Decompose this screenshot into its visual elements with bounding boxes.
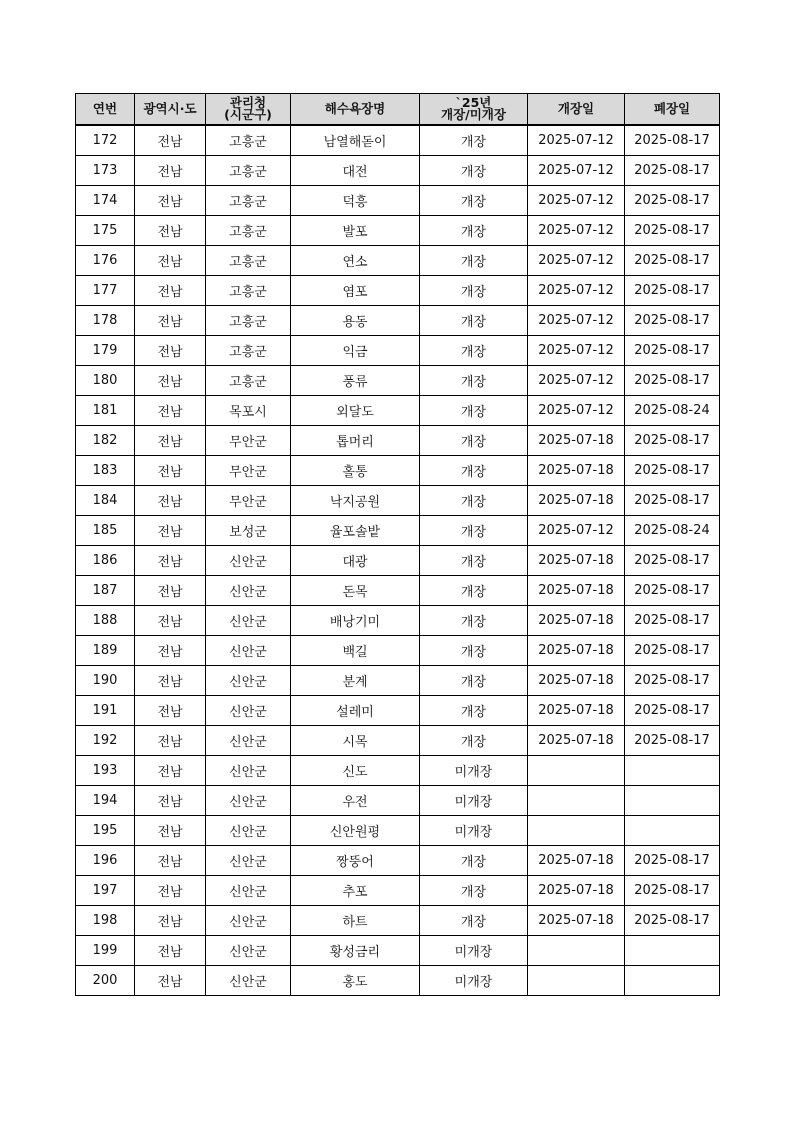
cell-open-date: 2025-07-12 <box>528 336 625 366</box>
cell-status: 개장 <box>420 246 528 276</box>
cell-no: 199 <box>76 936 135 966</box>
cell-beach-name: 분계 <box>291 666 420 696</box>
cell-no: 196 <box>76 846 135 876</box>
cell-status: 개장 <box>420 516 528 546</box>
cell-province: 전남 <box>135 666 206 696</box>
table-row <box>76 636 720 666</box>
cell-beach-name: 염포 <box>291 276 420 306</box>
cell-province: 전남 <box>135 276 206 306</box>
cell-no: 193 <box>76 756 135 786</box>
cell-province: 전남 <box>135 246 206 276</box>
cell-no: 198 <box>76 906 135 936</box>
cell-authority: 무안군 <box>206 426 291 456</box>
cell-open-date: 2025-07-18 <box>528 636 625 666</box>
table-row <box>76 336 720 366</box>
cell-no: 190 <box>76 666 135 696</box>
cell-no: 175 <box>76 216 135 246</box>
cell-status: 개장 <box>420 846 528 876</box>
cell-status: 개장 <box>420 696 528 726</box>
table-row <box>76 966 720 996</box>
cell-authority: 보성군 <box>206 516 291 546</box>
cell-close-date <box>625 786 720 816</box>
cell-open-date: 2025-07-12 <box>528 396 625 426</box>
cell-authority: 고흥군 <box>206 276 291 306</box>
cell-no: 189 <box>76 636 135 666</box>
cell-open-date: 2025-07-18 <box>528 576 625 606</box>
header-no: 연번 <box>76 94 135 126</box>
header-status-line2: 개장/미개장 <box>441 107 506 122</box>
cell-province: 전남 <box>135 456 206 486</box>
cell-province: 전남 <box>135 576 206 606</box>
table-row <box>76 876 720 906</box>
cell-close-date: 2025-08-17 <box>625 186 720 216</box>
table-header <box>76 94 720 126</box>
cell-status: 개장 <box>420 396 528 426</box>
table-row <box>76 606 720 636</box>
cell-close-date: 2025-08-17 <box>625 666 720 696</box>
cell-open-date: 2025-07-18 <box>528 426 625 456</box>
cell-status: 개장 <box>420 726 528 756</box>
cell-no: 176 <box>76 246 135 276</box>
header-status <box>420 94 528 126</box>
cell-beach-name: 대전 <box>291 156 420 186</box>
cell-beach-name: 홀통 <box>291 456 420 486</box>
cell-authority: 고흥군 <box>206 336 291 366</box>
header-province: 광역시·도 <box>135 94 206 126</box>
cell-close-date: 2025-08-17 <box>625 336 720 366</box>
cell-no: 173 <box>76 156 135 186</box>
header-authority-line1: 관리청 <box>229 95 267 110</box>
cell-beach-name: 율포솔밭 <box>291 516 420 546</box>
table-row <box>76 726 720 756</box>
cell-close-date: 2025-08-17 <box>625 696 720 726</box>
cell-authority: 신안군 <box>206 666 291 696</box>
cell-authority: 신안군 <box>206 696 291 726</box>
cell-province: 전남 <box>135 966 206 996</box>
cell-status: 개장 <box>420 636 528 666</box>
cell-beach-name: 용동 <box>291 306 420 336</box>
cell-status: 미개장 <box>420 816 528 846</box>
cell-authority: 목포시 <box>206 396 291 426</box>
table-row <box>76 816 720 846</box>
cell-authority: 고흥군 <box>206 125 291 156</box>
table-row <box>76 546 720 576</box>
cell-beach-name: 배낭기미 <box>291 606 420 636</box>
cell-close-date: 2025-08-17 <box>625 576 720 606</box>
cell-no: 187 <box>76 576 135 606</box>
cell-beach-name: 발포 <box>291 216 420 246</box>
cell-close-date <box>625 936 720 966</box>
cell-close-date: 2025-08-24 <box>625 396 720 426</box>
cell-close-date: 2025-08-17 <box>625 546 720 576</box>
cell-province: 전남 <box>135 336 206 366</box>
cell-no: 200 <box>76 966 135 996</box>
cell-no: 178 <box>76 306 135 336</box>
table-row <box>76 216 720 246</box>
cell-authority: 고흥군 <box>206 156 291 186</box>
cell-province: 전남 <box>135 876 206 906</box>
cell-status: 개장 <box>420 666 528 696</box>
cell-province: 전남 <box>135 726 206 756</box>
cell-province: 전남 <box>135 636 206 666</box>
cell-beach-name: 톱머리 <box>291 426 420 456</box>
cell-province: 전남 <box>135 756 206 786</box>
cell-open-date: 2025-07-18 <box>528 846 625 876</box>
cell-status: 개장 <box>420 876 528 906</box>
header-status-line1: `25년 <box>455 95 492 110</box>
cell-close-date: 2025-08-17 <box>625 246 720 276</box>
cell-authority: 신안군 <box>206 576 291 606</box>
cell-no: 197 <box>76 876 135 906</box>
cell-status: 개장 <box>420 336 528 366</box>
cell-beach-name: 익금 <box>291 336 420 366</box>
cell-authority: 고흥군 <box>206 366 291 396</box>
cell-authority: 신안군 <box>206 816 291 846</box>
cell-open-date: 2025-07-12 <box>528 366 625 396</box>
cell-no: 184 <box>76 486 135 516</box>
header-close-date: 폐장일 <box>625 94 720 126</box>
cell-no: 180 <box>76 366 135 396</box>
cell-open-date <box>528 756 625 786</box>
cell-authority: 고흥군 <box>206 246 291 276</box>
cell-close-date: 2025-08-17 <box>625 426 720 456</box>
cell-open-date <box>528 816 625 846</box>
cell-province: 전남 <box>135 156 206 186</box>
cell-authority: 신안군 <box>206 846 291 876</box>
cell-no: 194 <box>76 786 135 816</box>
cell-close-date: 2025-08-17 <box>625 366 720 396</box>
cell-status: 개장 <box>420 306 528 336</box>
cell-province: 전남 <box>135 426 206 456</box>
cell-no: 185 <box>76 516 135 546</box>
cell-status: 개장 <box>420 426 528 456</box>
table-body <box>76 125 720 996</box>
cell-open-date: 2025-07-18 <box>528 906 625 936</box>
beach-schedule-table <box>75 93 720 996</box>
table-row <box>76 306 720 336</box>
cell-beach-name: 풍류 <box>291 366 420 396</box>
cell-open-date: 2025-07-18 <box>528 486 625 516</box>
cell-province: 전남 <box>135 396 206 426</box>
cell-authority: 신안군 <box>206 876 291 906</box>
cell-open-date: 2025-07-18 <box>528 546 625 576</box>
table-row <box>76 396 720 426</box>
table-row <box>76 246 720 276</box>
table-row <box>76 786 720 816</box>
cell-open-date: 2025-07-18 <box>528 726 625 756</box>
cell-beach-name: 우전 <box>291 786 420 816</box>
table-row <box>76 756 720 786</box>
cell-beach-name: 돈목 <box>291 576 420 606</box>
cell-close-date: 2025-08-17 <box>625 636 720 666</box>
cell-status: 개장 <box>420 216 528 246</box>
cell-close-date: 2025-08-17 <box>625 306 720 336</box>
cell-close-date: 2025-08-17 <box>625 156 720 186</box>
cell-open-date: 2025-07-12 <box>528 276 625 306</box>
cell-close-date: 2025-08-17 <box>625 906 720 936</box>
cell-beach-name: 하트 <box>291 906 420 936</box>
cell-beach-name: 대광 <box>291 546 420 576</box>
cell-no: 192 <box>76 726 135 756</box>
cell-no: 182 <box>76 426 135 456</box>
cell-status: 개장 <box>420 546 528 576</box>
cell-open-date: 2025-07-18 <box>528 456 625 486</box>
cell-status: 개장 <box>420 906 528 936</box>
cell-open-date <box>528 936 625 966</box>
table-row <box>76 516 720 546</box>
cell-no: 179 <box>76 336 135 366</box>
cell-beach-name: 홍도 <box>291 966 420 996</box>
cell-close-date: 2025-08-17 <box>625 606 720 636</box>
cell-no: 186 <box>76 546 135 576</box>
cell-beach-name: 백길 <box>291 636 420 666</box>
cell-beach-name: 덕흥 <box>291 186 420 216</box>
cell-province: 전남 <box>135 546 206 576</box>
cell-authority: 신안군 <box>206 726 291 756</box>
cell-open-date: 2025-07-12 <box>528 156 625 186</box>
cell-beach-name: 연소 <box>291 246 420 276</box>
cell-open-date: 2025-07-12 <box>528 186 625 216</box>
cell-province: 전남 <box>135 366 206 396</box>
cell-close-date: 2025-08-17 <box>625 216 720 246</box>
cell-no: 195 <box>76 816 135 846</box>
table-row <box>76 936 720 966</box>
table-row <box>76 366 720 396</box>
table-row <box>76 156 720 186</box>
cell-province: 전남 <box>135 516 206 546</box>
cell-status: 미개장 <box>420 966 528 996</box>
cell-beach-name: 외달도 <box>291 396 420 426</box>
cell-status: 미개장 <box>420 786 528 816</box>
cell-province: 전남 <box>135 696 206 726</box>
cell-open-date: 2025-07-12 <box>528 125 625 156</box>
cell-open-date: 2025-07-12 <box>528 306 625 336</box>
cell-close-date <box>625 816 720 846</box>
cell-close-date: 2025-08-17 <box>625 456 720 486</box>
cell-status: 개장 <box>420 576 528 606</box>
cell-beach-name: 낙지공원 <box>291 486 420 516</box>
cell-no: 181 <box>76 396 135 426</box>
cell-open-date: 2025-07-18 <box>528 606 625 636</box>
cell-close-date: 2025-08-17 <box>625 726 720 756</box>
cell-close-date: 2025-08-17 <box>625 276 720 306</box>
cell-authority: 신안군 <box>206 606 291 636</box>
cell-authority: 신안군 <box>206 906 291 936</box>
cell-province: 전남 <box>135 486 206 516</box>
cell-open-date <box>528 966 625 996</box>
cell-province: 전남 <box>135 606 206 636</box>
cell-authority: 고흥군 <box>206 306 291 336</box>
cell-open-date: 2025-07-18 <box>528 666 625 696</box>
cell-province: 전남 <box>135 816 206 846</box>
table-row <box>76 426 720 456</box>
cell-province: 전남 <box>135 846 206 876</box>
table-row <box>76 276 720 306</box>
cell-beach-name: 신도 <box>291 756 420 786</box>
cell-no: 172 <box>76 125 135 156</box>
table-row <box>76 666 720 696</box>
cell-close-date: 2025-08-17 <box>625 125 720 156</box>
cell-close-date <box>625 756 720 786</box>
cell-open-date: 2025-07-12 <box>528 246 625 276</box>
cell-beach-name: 신안원평 <box>291 816 420 846</box>
cell-province: 전남 <box>135 216 206 246</box>
cell-province: 전남 <box>135 936 206 966</box>
cell-authority: 고흥군 <box>206 216 291 246</box>
cell-province: 전남 <box>135 186 206 216</box>
cell-no: 174 <box>76 186 135 216</box>
cell-close-date: 2025-08-17 <box>625 846 720 876</box>
cell-authority: 신안군 <box>206 786 291 816</box>
header-beach: 해수욕장명 <box>291 94 420 126</box>
cell-close-date <box>625 966 720 996</box>
cell-no: 188 <box>76 606 135 636</box>
cell-authority: 신안군 <box>206 756 291 786</box>
cell-authority: 신안군 <box>206 966 291 996</box>
cell-open-date <box>528 786 625 816</box>
header-row <box>76 94 720 126</box>
cell-beach-name: 황성금리 <box>291 936 420 966</box>
cell-no: 177 <box>76 276 135 306</box>
cell-open-date: 2025-07-18 <box>528 876 625 906</box>
cell-authority: 신안군 <box>206 636 291 666</box>
table-row <box>76 846 720 876</box>
cell-no: 191 <box>76 696 135 726</box>
cell-authority: 무안군 <box>206 456 291 486</box>
cell-open-date: 2025-07-12 <box>528 516 625 546</box>
cell-status: 미개장 <box>420 756 528 786</box>
header-open-date: 개장일 <box>528 94 625 126</box>
cell-province: 전남 <box>135 906 206 936</box>
header-authority <box>206 94 291 126</box>
cell-status: 개장 <box>420 486 528 516</box>
table-row <box>76 576 720 606</box>
table-row <box>76 696 720 726</box>
cell-authority: 신안군 <box>206 546 291 576</box>
cell-status: 개장 <box>420 156 528 186</box>
table-row <box>76 125 720 156</box>
cell-province: 전남 <box>135 786 206 816</box>
cell-beach-name: 남열해돋이 <box>291 125 420 156</box>
cell-status: 개장 <box>420 606 528 636</box>
cell-status: 개장 <box>420 125 528 156</box>
cell-authority: 무안군 <box>206 486 291 516</box>
cell-open-date: 2025-07-18 <box>528 696 625 726</box>
cell-open-date: 2025-07-12 <box>528 216 625 246</box>
cell-close-date: 2025-08-17 <box>625 876 720 906</box>
header-authority-line2: (시군구) <box>224 107 272 122</box>
cell-status: 개장 <box>420 456 528 486</box>
cell-no: 183 <box>76 456 135 486</box>
table-row <box>76 186 720 216</box>
cell-close-date: 2025-08-17 <box>625 486 720 516</box>
cell-status: 개장 <box>420 186 528 216</box>
cell-province: 전남 <box>135 125 206 156</box>
cell-status: 개장 <box>420 366 528 396</box>
cell-beach-name: 시목 <box>291 726 420 756</box>
table-row <box>76 456 720 486</box>
cell-province: 전남 <box>135 306 206 336</box>
cell-close-date: 2025-08-24 <box>625 516 720 546</box>
table-row <box>76 906 720 936</box>
cell-status: 미개장 <box>420 936 528 966</box>
cell-authority: 고흥군 <box>206 186 291 216</box>
table-row <box>76 486 720 516</box>
cell-beach-name: 짱뚱어 <box>291 846 420 876</box>
cell-status: 개장 <box>420 276 528 306</box>
cell-authority: 신안군 <box>206 936 291 966</box>
cell-beach-name: 설레미 <box>291 696 420 726</box>
cell-beach-name: 추포 <box>291 876 420 906</box>
